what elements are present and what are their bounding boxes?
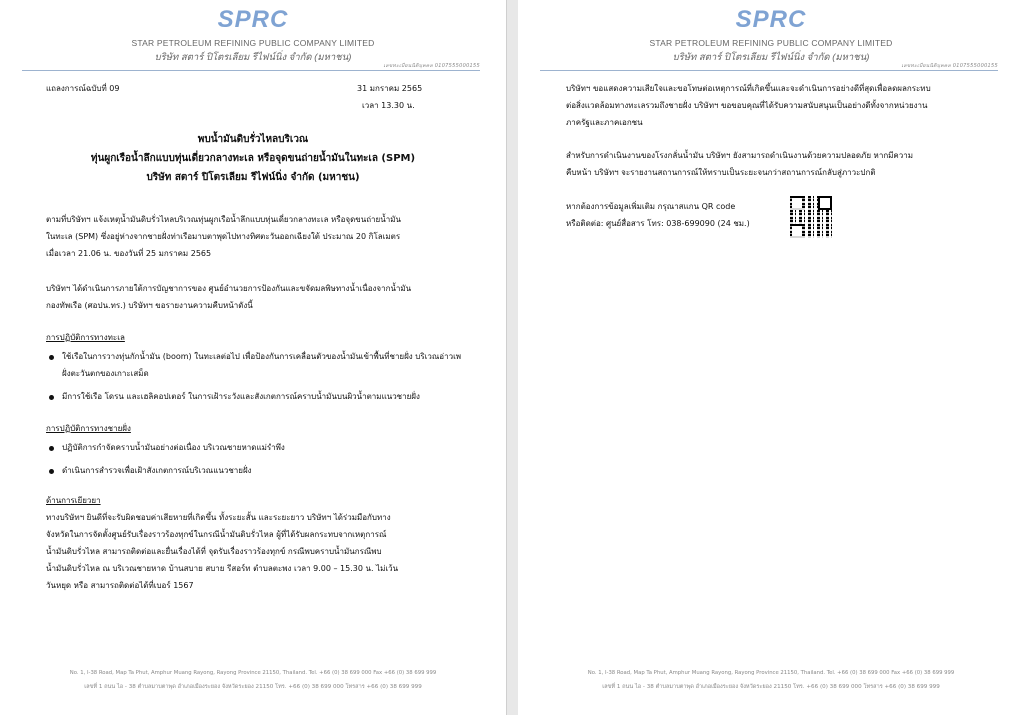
statement-number: แถลงการณ์ฉบับที่ 09: [46, 84, 120, 93]
text-line: บริษัทฯ ขอแสดงความเสียใจและขอโทษต่อเหตุการณ์ที่เกิดขึ้นและจะดำเนินการอย่างดีที่สุดเพื่อลดผลกระทบ: [566, 84, 931, 93]
text-line: ตามที่บริษัทฯ แจ้งเหตุน้ำมันดิบรั่วไหลบริเวณทุ่นผูกเรือน้ำลึกแบบทุ่นเดี่ยวกลางทะเล หรือจุดขนถ่ายน้ำมัน: [46, 215, 401, 224]
list-item: มีการใช้เรือ โดรน และเฮลิคอปเตอร์ ในการเฝ้าระวังและสังเกตการณ์คราบน้ำมันบนผิวน้ำตามแนวชายฝั่ง: [46, 388, 466, 405]
title-line: ทุ่นผูกเรือน้ำลึกแบบทุ่นเดี่ยวกลางทะเล หรือจุดขนถ่ายน้ำมันในทะเล (SPM): [90, 153, 416, 164]
footer-address-en: No. 1, I-38 Road, Map Ta Phut, Amphur Muang Rayong, Rayong Province 21150, Thailand. Tel. +66 (0) 38 699 000 Fax +66 (0) 38 699 999: [69, 670, 437, 676]
qr-code-icon[interactable]: [790, 196, 832, 238]
footer-address-en: No. 1, I-38 Road, Map Ta Phut, Amphur Muang Rayong, Rayong Province 21150, Thailand. Tel. +66 (0) 38 699 000 Fax +66 (0) 38 699 999: [587, 670, 955, 676]
text-line: เมื่อเวลา 21.06 น. ของวันที่ 25 มกราคม 2565: [46, 249, 212, 258]
coast-operations-list: [46, 439, 466, 485]
header-divider: [540, 70, 998, 71]
section-heading-coast: การปฏิบัติการทางชายฝั่ง: [46, 424, 131, 433]
section-heading-sea: การปฏิบัติการทางทะเล: [46, 333, 125, 342]
intro-paragraph: [46, 211, 466, 262]
text-line: วันหยุด หรือ สามารถติดต่อได้ที่เบอร์ 1567: [46, 581, 194, 590]
title-line: พบน้ำมันดิบรั่วไหลบริเวณ: [197, 134, 309, 145]
progress-paragraph: [46, 280, 466, 314]
statement-time: เวลา 13.30 น.: [362, 101, 415, 110]
company-logo: SPRC: [217, 6, 289, 33]
text-line: คืบหน้า บริษัทฯ จะรายงานสถานการณ์ให้ทราบเป็นระยะจนกว่าสถานการณ์กลับสู่ภาวะปกติ: [566, 168, 876, 177]
list-item: ใช้เรือในการวางทุ่นกักน้ำมัน (boom) ในทะเลต่อไป เพื่อป้องกันการเคลื่อนตัวของน้ำมันเข้าพื้นที่ชายฝั่ง บริเวณอ่าวเพ ฝั่งตะวันตกของเกาะเสม็ด: [46, 348, 466, 382]
text-line: ในทะเล (SPM) ซึ่งอยู่ห่างจากชายฝั่งท่าเรือมาบตาพุดไปทางทิศตะวันออกเฉียงใต้ ประมาณ 20 กิโลเมตร: [46, 232, 401, 241]
document-page-1: [0, 0, 506, 715]
footer-address-th: เลขที่ 1 ถนน ไอ - 38 ตำบลมาบตาพุด อำเภอเมืองระยอง จังหวัดระยอง 21150 โทร. +66 (0) 38 699 000 โทรสาร +66 (0) 38 699 999: [602, 684, 940, 690]
text-line: ภาครัฐและภาคเอกชน: [566, 118, 643, 127]
apology-paragraph: [566, 80, 986, 131]
company-logo: SPRC: [735, 6, 807, 33]
text-line: ทางบริษัทฯ ยินดีที่จะรับผิดชอบค่าเสียหายที่เกิดขึ้น ทั้งระยะสั้น และระยะยาว บริษัทฯ ได้ร่วมมือกับทาง: [46, 513, 391, 522]
list-item: ปฏิบัติการกำจัดคราบน้ำมันอย่างต่อเนื่อง บริเวณชายหาดแม่รำพึง: [46, 439, 466, 456]
document-page-2: [518, 0, 1024, 715]
company-name-en: STAR PETROLEUM REFINING PUBLIC COMPANY LIMITED: [131, 38, 375, 48]
remedy-paragraph: [46, 509, 466, 594]
text-line: กองทัพเรือ (ศอปน.ทร.) บริษัทฯ ขอรายงานความคืบหน้าดังนี้: [46, 301, 253, 310]
registration-number: เลขทะเบียนนิติบุคคล 0107555000155: [901, 63, 998, 69]
title-line: บริษัท สตาร์ ปิโตรเลียม รีไฟน์นิ่ง จำกัด (มหาชน): [146, 172, 360, 183]
company-name-th: บริษัท สตาร์ ปิโตรเลียม รีไฟน์นิ่ง จำกัด (มหาชน): [154, 52, 352, 63]
list-item: ดำเนินการสำรวจเพื่อเฝ้าสังเกตการณ์บริเวณแนวชายฝั่ง: [46, 462, 466, 479]
company-name-th: บริษัท สตาร์ ปิโตรเลียม รีไฟน์นิ่ง จำกัด (มหาชน): [672, 52, 870, 63]
contact-info: [566, 198, 786, 232]
header-divider: [22, 70, 480, 71]
sea-operations-list: [46, 348, 466, 411]
footer-address-th: เลขที่ 1 ถนน ไอ - 38 ตำบลมาบตาพุด อำเภอเมืองระยอง จังหวัดระยอง 21150 โทร. +66 (0) 38 699 000 โทรสาร +66 (0) 38 699 999: [84, 684, 422, 690]
text-line: หรือติดต่อ: ศูนย์สื่อสาร โทร: 038-699090 (24 ชม.): [566, 219, 750, 228]
text-line: สำหรับการดำเนินงานของโรงกลั่นน้ำมัน บริษัทฯ ยังสามารถดำเนินงานด้วยความปลอดภัย หากมีความ: [566, 151, 914, 160]
company-name-en: STAR PETROLEUM REFINING PUBLIC COMPANY LIMITED: [649, 38, 893, 48]
text-line: จังหวัดในการจัดตั้งศูนย์รับเรื่องราวร้องทุกข์ในกรณีน้ำมันดิบรั่วไหล ผู้ที่ได้รับผลกระทบจากเหตุการณ์: [46, 530, 387, 539]
section-heading-remedy: ด้านการเยียวยา: [46, 496, 101, 505]
operations-paragraph: [566, 147, 986, 181]
text-line: ต่อสิ่งแวดล้อมทางทะเลรวมถึงชายฝั่ง บริษัทฯ ขอขอบคุณที่ได้รับความสนับสนุนเป็นอย่างดีทั้งจากหน่วยงาน: [566, 101, 928, 110]
text-line: น้ำมันดิบรั่วไหล สามารถติดต่อและยื่นเรื่องได้ที่ จุดรับเรื่องราวร้องทุกข์ กรณีพบคราบน้ำมันกรณีพบ: [46, 547, 382, 556]
registration-number: เลขทะเบียนนิติบุคคล 0107555000155: [383, 63, 480, 69]
text-line: บริษัทฯ ได้ดำเนินการภายใต้การบัญชาการของ ศูนย์อำนวยการป้องกันและขจัดมลพิษทางน้ำเนื่องจากน้ำมัน: [46, 284, 412, 293]
statement-date: 31 มกราคม 2565: [357, 84, 423, 93]
statement-title: [30, 130, 476, 187]
text-line: น้ำมันดิบรั่วไหล ณ บริเวณชายหาด บ้านสบาย สบาย รีสอร์ท ตำบลตะพง เวลา 9.00 – 15.30 น. ไม่เว้น: [46, 564, 399, 573]
text-line: หากต้องการข้อมูลเพิ่มเติม กรุณาสแกน QR code: [566, 202, 736, 211]
